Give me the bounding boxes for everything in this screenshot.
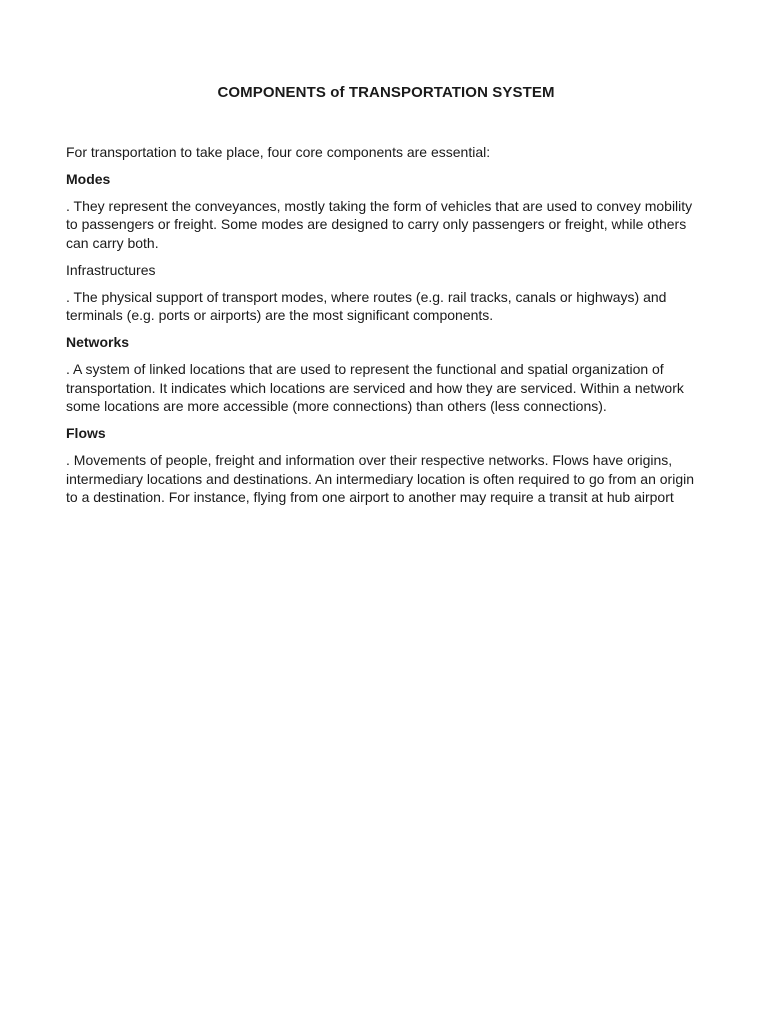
section-body-modes: . They represent the conveyances, mostly taking the form of vehicles that are used to convey mobility to passengers or freight. Some modes are designed to carry only passengers or freight, while others can carry both. [66, 198, 693, 251]
intro-paragraph: For transportation to take place, four core components are essential: [66, 144, 491, 160]
section-heading-flows: Flows [66, 425, 106, 442]
section-body-flows: . Movements of people, freight and information over their respective networks. Flows have origins, intermediary locations and destinations. An intermediary location is often required to go from an origin to a destination. For instance, flying from one airport to another may require a transit at hub airport [66, 452, 695, 505]
section-body-networks: . A system of linked locations that are used to represent the functional and spatial organization of transportation. It indicates which locations are serviced and how they are serviced. Within a network some locations are more accessible (more connections) than others (less connections). [66, 361, 684, 415]
section-heading-infrastructures: Infrastructures [66, 261, 156, 278]
document-page [66, 0, 706, 506]
section-body-infrastructures: . The physical support of transport modes, where routes (e.g. rail tracks, canals or highways) and terminals (e.g. ports or airports) are the most significant components. [66, 288, 667, 324]
section-heading-networks: Networks [66, 334, 130, 351]
section-heading-modes: Modes [66, 171, 111, 187]
document-title: COMPONENTS of TRANSPORTATION SYSTEM [217, 84, 555, 101]
